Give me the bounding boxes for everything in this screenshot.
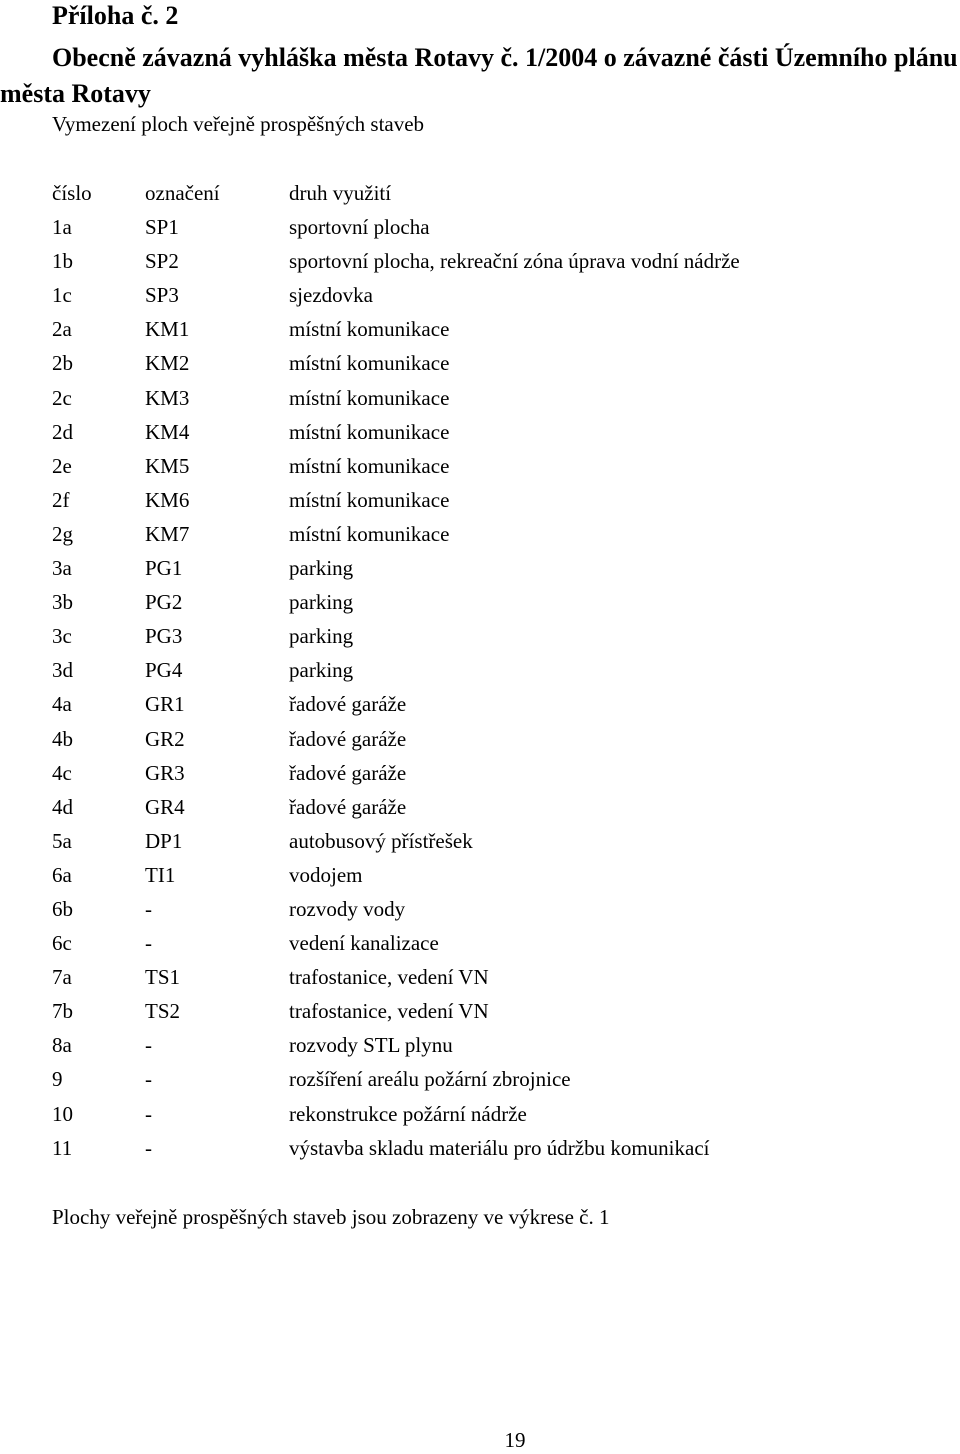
- cell-code: -: [145, 1067, 152, 1092]
- cell-number: 3d: [52, 658, 73, 683]
- cell-code: PG1: [145, 556, 183, 581]
- cell-number: 3b: [52, 590, 73, 615]
- table-row: [52, 244, 932, 278]
- cell-use: místní komunikace: [289, 453, 450, 478]
- cell-use: rekonstrukce požární nádrže: [289, 1101, 527, 1126]
- table-row: [52, 722, 932, 756]
- cell-number: 3a: [52, 556, 72, 581]
- cell-number: 8a: [52, 1033, 72, 1058]
- cell-number: 2g: [52, 521, 73, 546]
- cell-code: GR2: [145, 726, 185, 751]
- table-header-row: [52, 176, 932, 210]
- cell-number: 6b: [52, 896, 73, 921]
- cell-code: SP3: [145, 283, 179, 308]
- cell-number: 2c: [52, 385, 72, 410]
- cell-use: řadové garáže: [289, 726, 407, 751]
- cell-number: 11: [52, 1135, 73, 1160]
- column-header-number: číslo: [52, 181, 92, 205]
- cell-use: parking: [289, 556, 354, 581]
- cell-use: místní komunikace: [289, 487, 450, 512]
- cell-number: 6a: [52, 862, 72, 887]
- cell-code: PG2: [145, 590, 183, 615]
- cell-number: 7a: [52, 965, 72, 990]
- annex-label: Příloha č. 2: [52, 1, 179, 30]
- cell-code: KM3: [145, 385, 190, 410]
- table-row: [52, 926, 932, 960]
- column-header-code: označení: [145, 181, 220, 205]
- cell-use: místní komunikace: [289, 317, 450, 342]
- table-body: [52, 210, 932, 1165]
- cell-use: autobusový přístřešek: [289, 828, 473, 853]
- cell-number: 2e: [52, 453, 72, 478]
- cell-use: výstavba skladu materiálu pro údržbu komunikací: [289, 1135, 710, 1160]
- cell-number: 4a: [52, 692, 72, 717]
- cell-number: 5a: [52, 828, 72, 853]
- cell-code: TI1: [145, 862, 176, 887]
- cell-number: 4d: [52, 794, 73, 819]
- table-row: [52, 1097, 932, 1131]
- cell-use: trafostanice, vedení VN: [289, 965, 489, 990]
- cell-code: DP1: [145, 828, 183, 853]
- cell-code: PG4: [145, 658, 183, 683]
- page-number: 19: [504, 1428, 526, 1452]
- cell-code: KM6: [145, 487, 190, 512]
- cell-number: 9: [52, 1067, 63, 1092]
- cell-code: -: [145, 1101, 152, 1126]
- cell-code: KM5: [145, 453, 190, 478]
- cell-use: parking: [289, 658, 354, 683]
- table-row: [52, 824, 932, 858]
- cell-use: vedení kanalizace: [289, 931, 439, 956]
- table-row: [52, 585, 932, 619]
- table-row: [52, 687, 932, 721]
- cell-code: -: [145, 931, 152, 956]
- document-title: Obecně závazná vyhláška města Rotavy č. 1/2004 o závazné části Územního plánu města Rotavy: [0, 43, 958, 108]
- cell-code: KM2: [145, 351, 190, 376]
- cell-use: místní komunikace: [289, 419, 450, 444]
- cell-use: místní komunikace: [289, 351, 450, 376]
- table-row: [52, 551, 932, 585]
- table-row: [52, 653, 932, 687]
- cell-code: -: [145, 1033, 152, 1058]
- cell-number: 2b: [52, 351, 73, 376]
- cell-use: řadové garáže: [289, 692, 407, 717]
- cell-code: KM7: [145, 521, 190, 546]
- cell-number: 2a: [52, 317, 72, 342]
- cell-use: sportovní plocha: [289, 215, 430, 240]
- cell-number: 1a: [52, 215, 72, 240]
- cell-use: parking: [289, 590, 354, 615]
- cell-code: TS2: [145, 999, 181, 1024]
- column-header-use: druh využití: [289, 181, 392, 205]
- cell-use: řadové garáže: [289, 760, 407, 785]
- cell-number: 4c: [52, 760, 72, 785]
- cell-code: GR1: [145, 692, 185, 717]
- public-works-table: [52, 176, 932, 1165]
- cell-use: rozvody vody: [289, 896, 406, 921]
- table-row: [52, 278, 932, 312]
- cell-use: sportovní plocha, rekreační zóna úprava vodní nádrže: [289, 249, 740, 274]
- cell-number: 2f: [52, 487, 70, 512]
- cell-number: 2d: [52, 419, 73, 444]
- cell-number: 1b: [52, 249, 73, 274]
- cell-code: -: [145, 1135, 152, 1160]
- table-row: [52, 1028, 932, 1062]
- table-row: [52, 449, 932, 483]
- cell-code: TS1: [145, 965, 181, 990]
- cell-code: KM1: [145, 317, 190, 342]
- table-row: [52, 210, 932, 244]
- cell-number: 3c: [52, 624, 72, 649]
- table-row: [52, 790, 932, 824]
- cell-number: 7b: [52, 999, 73, 1024]
- cell-use: řadové garáže: [289, 794, 407, 819]
- table-row: [52, 381, 932, 415]
- table-row: [52, 312, 932, 346]
- cell-number: 6c: [52, 931, 72, 956]
- table-row: [52, 1131, 932, 1165]
- cell-use: vodojem: [289, 862, 363, 887]
- cell-use: místní komunikace: [289, 385, 450, 410]
- table-row: [52, 1062, 932, 1096]
- cell-code: SP1: [145, 215, 179, 240]
- cell-number: 1c: [52, 283, 72, 308]
- document-subtitle: Vymezení ploch veřejně prospěšných staveb: [52, 112, 425, 136]
- cell-code: GR4: [145, 794, 185, 819]
- cell-code: PG3: [145, 624, 183, 649]
- table-row: [52, 960, 932, 994]
- table-row: [52, 346, 932, 380]
- cell-code: -: [145, 896, 152, 921]
- table-row: [52, 483, 932, 517]
- table-row: [52, 892, 932, 926]
- cell-use: rozšíření areálu požární zbrojnice: [289, 1067, 571, 1092]
- table-row: [52, 994, 932, 1028]
- cell-code: GR3: [145, 760, 185, 785]
- cell-code: KM4: [145, 419, 190, 444]
- cell-number: 10: [52, 1101, 73, 1126]
- cell-number: 4b: [52, 726, 73, 751]
- table-row: [52, 756, 932, 790]
- cell-use: sjezdovka: [289, 283, 373, 308]
- footnote: Plochy veřejně prospěšných staveb jsou zobrazeny ve výkrese č. 1: [52, 1205, 610, 1229]
- table-row: [52, 858, 932, 892]
- cell-use: rozvody STL plynu: [289, 1033, 453, 1058]
- table-row: [52, 415, 932, 449]
- cell-use: parking: [289, 624, 354, 649]
- cell-code: SP2: [145, 249, 179, 274]
- table-row: [52, 517, 932, 551]
- cell-use: místní komunikace: [289, 521, 450, 546]
- cell-use: trafostanice, vedení VN: [289, 999, 489, 1024]
- table-row: [52, 619, 932, 653]
